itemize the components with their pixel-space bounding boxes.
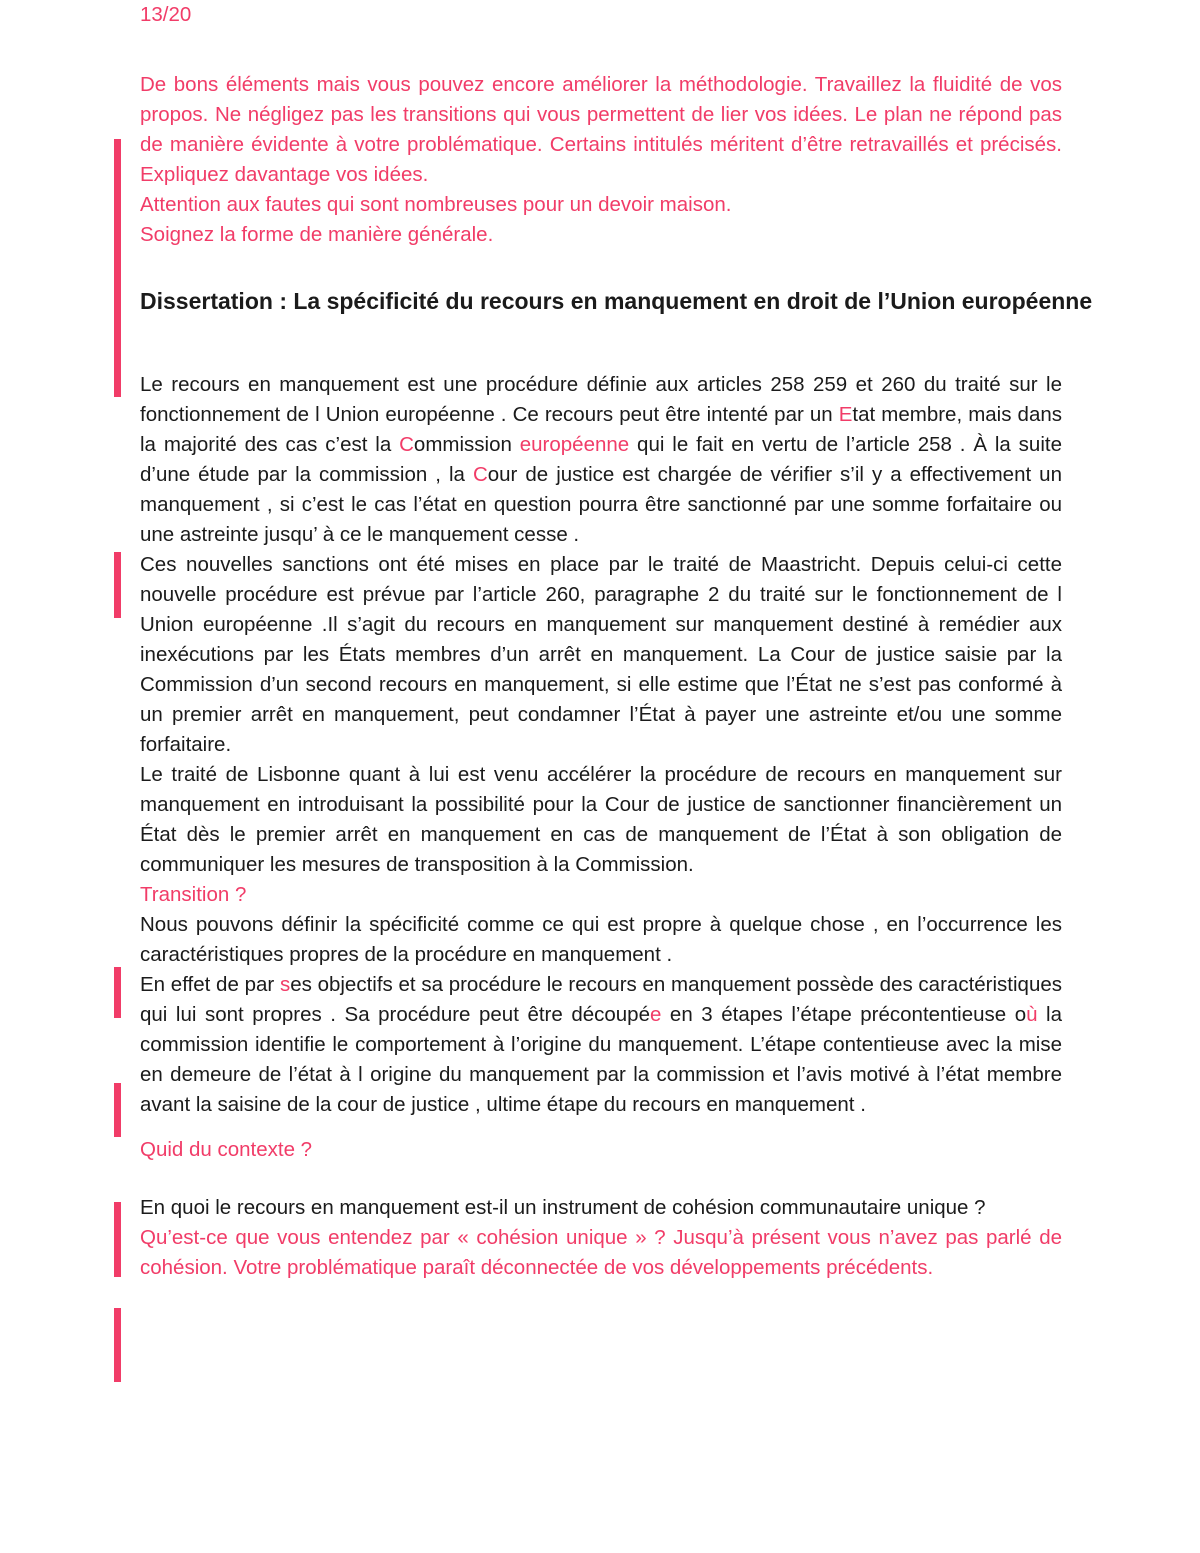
essay-text: ommission	[413, 433, 520, 456]
problem-question: En quoi le recours en manquement est-il un instrument de cohésion communautaire unique ?	[140, 1196, 986, 1219]
feedback-line-fautes: Attention aux fautes qui sont nombreuses pour un devoir maison.	[140, 193, 732, 216]
revision-bar-transition	[114, 967, 121, 1018]
essay-paragraph-5	[140, 970, 1062, 1120]
essay-text: es objectifs et sa procédure le recours en manquement possède des caractéristiques qui lui sont propres . Sa procédure peut être découpé	[140, 973, 1062, 1026]
revision-bar-para5	[114, 1083, 121, 1137]
context-note: Quid du contexte ?	[140, 1138, 313, 1161]
transition-note: Transition ?	[140, 883, 247, 906]
revision-bar-top-feedback	[114, 139, 121, 397]
essay-text: la commission identifie le comportement à l’origine du manquement. L’étape contentieuse avec la mise en demeure de l’état à l origine du manquement par la commission et l’avis motivé à l’état membre avant la saisine de la cour de justice , ultime étape du recours en manquement .	[140, 1003, 1063, 1116]
dissertation-title: Dissertation : La spécificité du recours en manquement en droit de l’Union européenne	[140, 288, 1093, 314]
revision-bar-para1	[114, 552, 121, 618]
teacher-feedback-top	[140, 70, 1062, 250]
document-content	[140, 0, 1093, 1283]
teacher-feedback-bottom: Qu’est-ce que vous entendez par « cohésion unique » ? Jusqu’à présent vous n’avez pas parlé de cohésion. Votre problématique paraît déconnectée de vos développements précédents.	[140, 1226, 1062, 1279]
feedback-paragraph: De bons éléments mais vous pouvez encore améliorer la méthodologie. Travaillez la fluidité de vos propos. Ne négligez pas les transitions qui vous permettent de lier vos idées. Le plan ne répond pas de manière évidente à votre problématique. Certains intitulés méritent d’être retravaillés et précisés. Expliquez davantage vos idées.	[140, 73, 1062, 186]
revision-bar-quid	[114, 1202, 121, 1277]
corrected-text: e	[649, 1003, 662, 1026]
grade-mark: 13/20	[140, 3, 192, 26]
essay-paragraph-3: Le traité de Lisbonne quant à lui est venu accélérer la procédure de recours en manquement sur manquement en introduisant la possibilité pour la Cour de justice de sanctionner financièrement un État dès le premier arrêt en manquement en cas de manquement de l’État à son obligation de communiquer les mesures de transposition à la Commission.	[140, 763, 1062, 876]
feedback-line-forme: Soignez la forme de manière générale.	[140, 223, 494, 246]
corrected-text: C	[399, 433, 414, 456]
corrected-text: E	[838, 403, 853, 426]
corrected-text: ù	[1026, 1003, 1038, 1026]
essay-text: our de justice est chargée de vérifier s’il y a effectivement un manquement , si c’est le cas l’état en question pourra être sanctionné par une somme forfaitaire ou une astreinte jusqu’ à ce le manquement cesse .	[140, 463, 1062, 546]
corrected-text: C	[472, 463, 488, 486]
revision-bar-bottom-feedback	[114, 1308, 121, 1382]
essay-paragraph-1	[140, 370, 1062, 550]
essay-paragraph-4: Nous pouvons définir la spécificité comme ce qui est propre à quelque chose , en l’occurrence les caractéristiques propres de la procédure en manquement .	[140, 913, 1062, 966]
essay-text: En effet de par	[140, 973, 280, 996]
corrected-text: s	[279, 973, 291, 996]
essay-text: en 3 étapes l’étape précontentieuse o	[661, 1003, 1027, 1026]
corrected-text: européenne	[519, 433, 630, 456]
essay-paragraph-2: Ces nouvelles sanctions ont été mises en place par le traité de Maastricht. Depuis celui-ci cette nouvelle procédure est prévue par l’article 260, paragraphe 2 du traité sur le fonctionnement de l Union européenne .Il s’agit du recours en manquement sur manquement destiné à remédier aux inexécutions par les États membres d’un arrêt en manquement. La Cour de justice saisie par la Commission d’un second recours en manquement, si elle estime que l’État ne s’est pas conformé à un premier arrêt en manquement, peut condamner l’État à payer une astreinte et/ou une somme forfaitaire.	[140, 553, 1062, 756]
essay-text: Le recours en manquement est une procédure définie aux articles 258 259 et 260 du traité sur le fonctionnement de l Union européenne . Ce recours peut être intenté par un	[140, 373, 1062, 426]
essay-text: qui le fait en vertu de l’article 258 . À la suite d’une étude par la commission , la	[140, 433, 1062, 486]
essay-text: tat membre, mais dans la majorité des cas c’est la	[140, 403, 1062, 456]
